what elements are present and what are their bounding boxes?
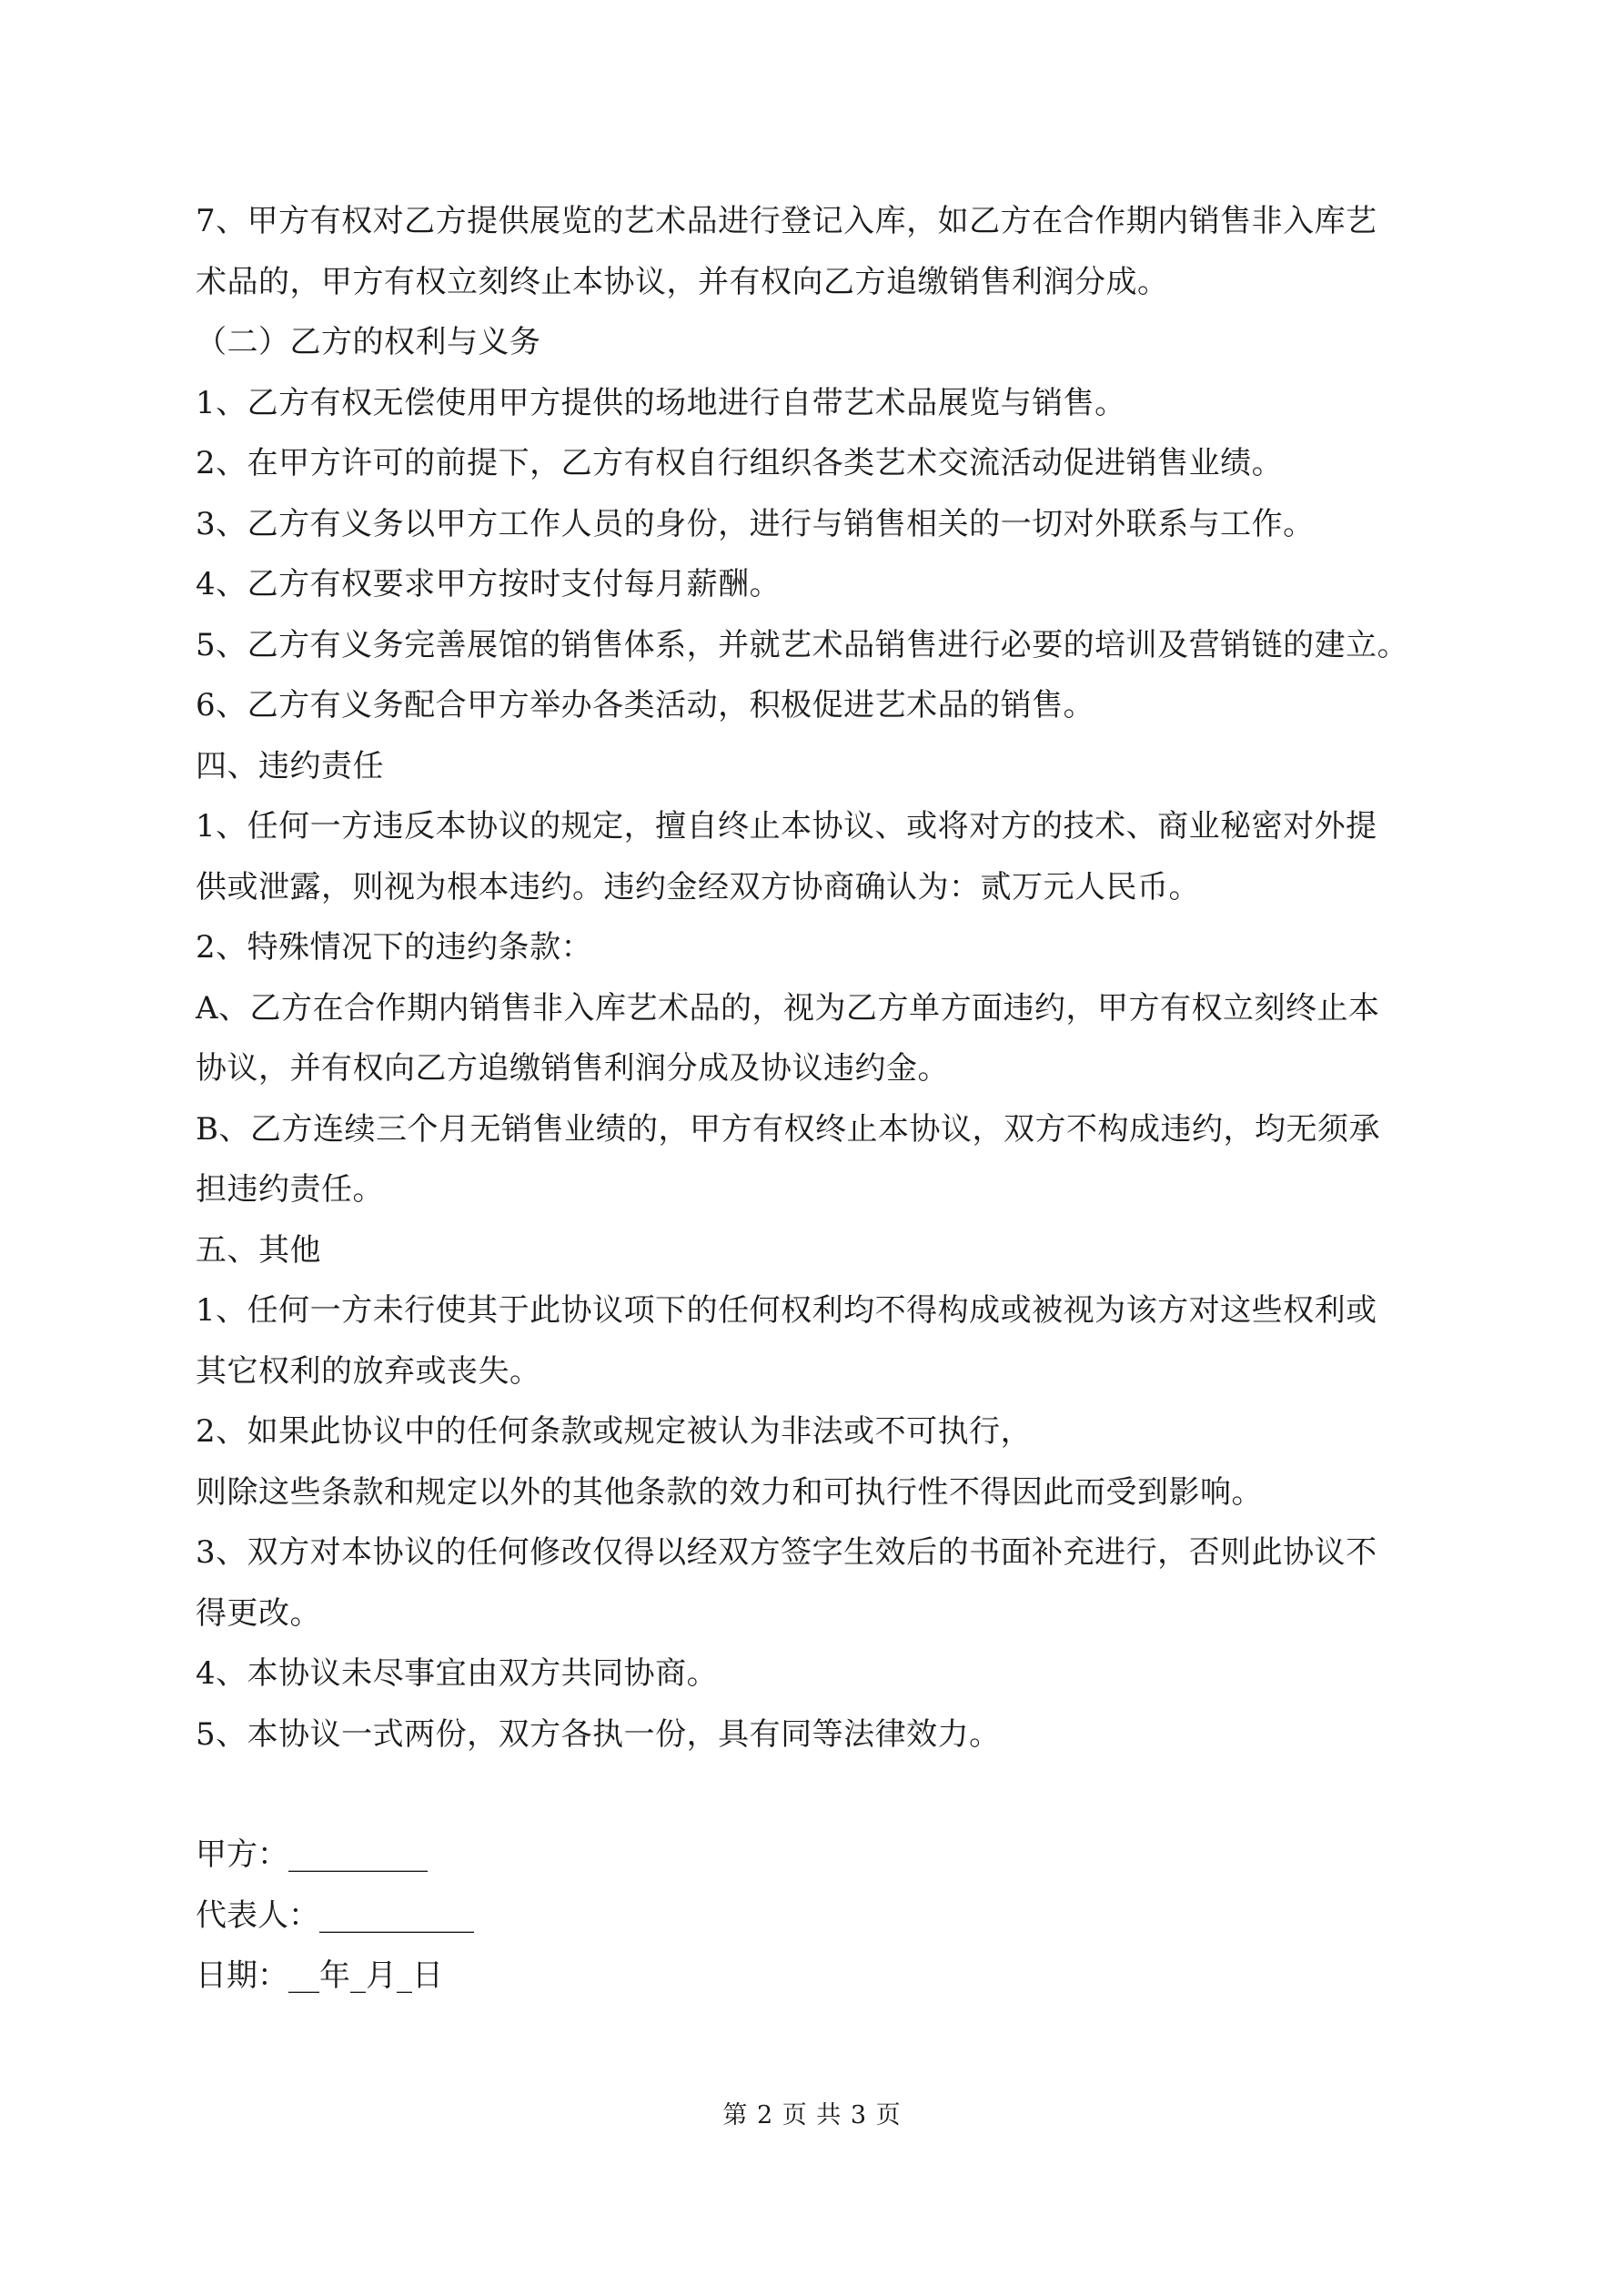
paragraph-line: 4、本协议未尽事宜由双方共同协商。 bbox=[196, 1655, 719, 1692]
section-heading: 四、违约责任 bbox=[196, 747, 384, 784]
paragraph-line: 2、在甲方许可的前提下，乙方有权自行组织各类艺术交流活动促进销售业绩。 bbox=[196, 445, 1284, 481]
signature-date: 日期：__年_月_日 bbox=[196, 1957, 443, 1994]
paragraph-line: 1、任何一方未行使其于此协议项下的任何权利均不得构成或被视为该方对这些权利或 bbox=[196, 1292, 1377, 1329]
paragraph-line: B、乙方连续三个月无销售业绩的，甲方有权终止本协议，双方不构成违约，均无须承 bbox=[196, 1110, 1380, 1148]
paragraph-line: 担违约责任。 bbox=[196, 1171, 384, 1208]
paragraph-line: 7、甲方有权对乙方提供展览的艺术品进行登记入库，如乙方在合作期内销售非入库艺 bbox=[196, 203, 1377, 239]
paragraph-line: A、乙方在合作期内销售非入库艺术品的，视为乙方单方面违约，甲方有权立刻终止本 bbox=[196, 989, 1380, 1027]
section-heading: （二）乙方的权利与义务 bbox=[196, 324, 541, 360]
paragraph-line: 得更改。 bbox=[196, 1594, 321, 1632]
paragraph-line: 3、双方对本协议的任何修改仅得以经双方签字生效后的书面补充进行，否则此协议不 bbox=[196, 1534, 1377, 1571]
section-heading: 五、其他 bbox=[196, 1231, 321, 1269]
paragraph-line: 其它权利的放弃或丧失。 bbox=[196, 1352, 541, 1390]
representative-signature: 代表人：__________ bbox=[196, 1896, 474, 1934]
paragraph-line: 则除这些条款和规定以外的其他条款的效力和可执行性不得因此而受到影响。 bbox=[196, 1473, 1263, 1511]
paragraph-line: 术品的，甲方有权立刻终止本协议，并有权向乙方追缴销售利润分成。 bbox=[196, 263, 1169, 300]
paragraph-line: 4、乙方有权要求甲方按时支付每月薪酬。 bbox=[196, 566, 782, 602]
paragraph-line: 供或泄露，则视为根本违约。违约金经双方协商确认为：贰万元人民币。 bbox=[196, 868, 1200, 905]
document-body bbox=[196, 191, 1442, 2007]
paragraph-line: 1、任何一方违反本协议的规定，擅自终止本协议、或将对方的技术、商业秘密对外提 bbox=[196, 808, 1377, 845]
paragraph-line: 5、乙方有义务完善展馆的销售体系，并就艺术品销售进行必要的培训及营销链的建立。 bbox=[196, 626, 1409, 663]
paragraph-line: 6、乙方有义务配合甲方举办各类活动，积极促进艺术品的销售。 bbox=[196, 687, 1095, 723]
page-number: 第 2 页 共 3 页 bbox=[722, 2101, 902, 2129]
paragraph-line: 3、乙方有义务以甲方工作人员的身份，进行与销售相关的一切对外联系与工作。 bbox=[196, 505, 1315, 542]
party-a-signature: 甲方：_________ bbox=[196, 1836, 428, 1873]
paragraph-line: 协议，并有权向乙方追缴销售利润分成及协议违约金。 bbox=[196, 1050, 949, 1087]
paragraph-line: 1、乙方有权无偿使用甲方提供的场地进行自带艺术品展览与销售。 bbox=[196, 384, 1126, 421]
blank-spacer bbox=[196, 1765, 1442, 1825]
paragraph-line: 2、特殊情况下的违约条款： bbox=[196, 929, 593, 966]
paragraph-line: 2、如果此协议中的任何条款或规定被认为非法或不可执行， bbox=[196, 1413, 1033, 1450]
paragraph-line: 5、本协议一式两份，双方各执一份，具有同等法律效力。 bbox=[196, 1715, 1001, 1753]
